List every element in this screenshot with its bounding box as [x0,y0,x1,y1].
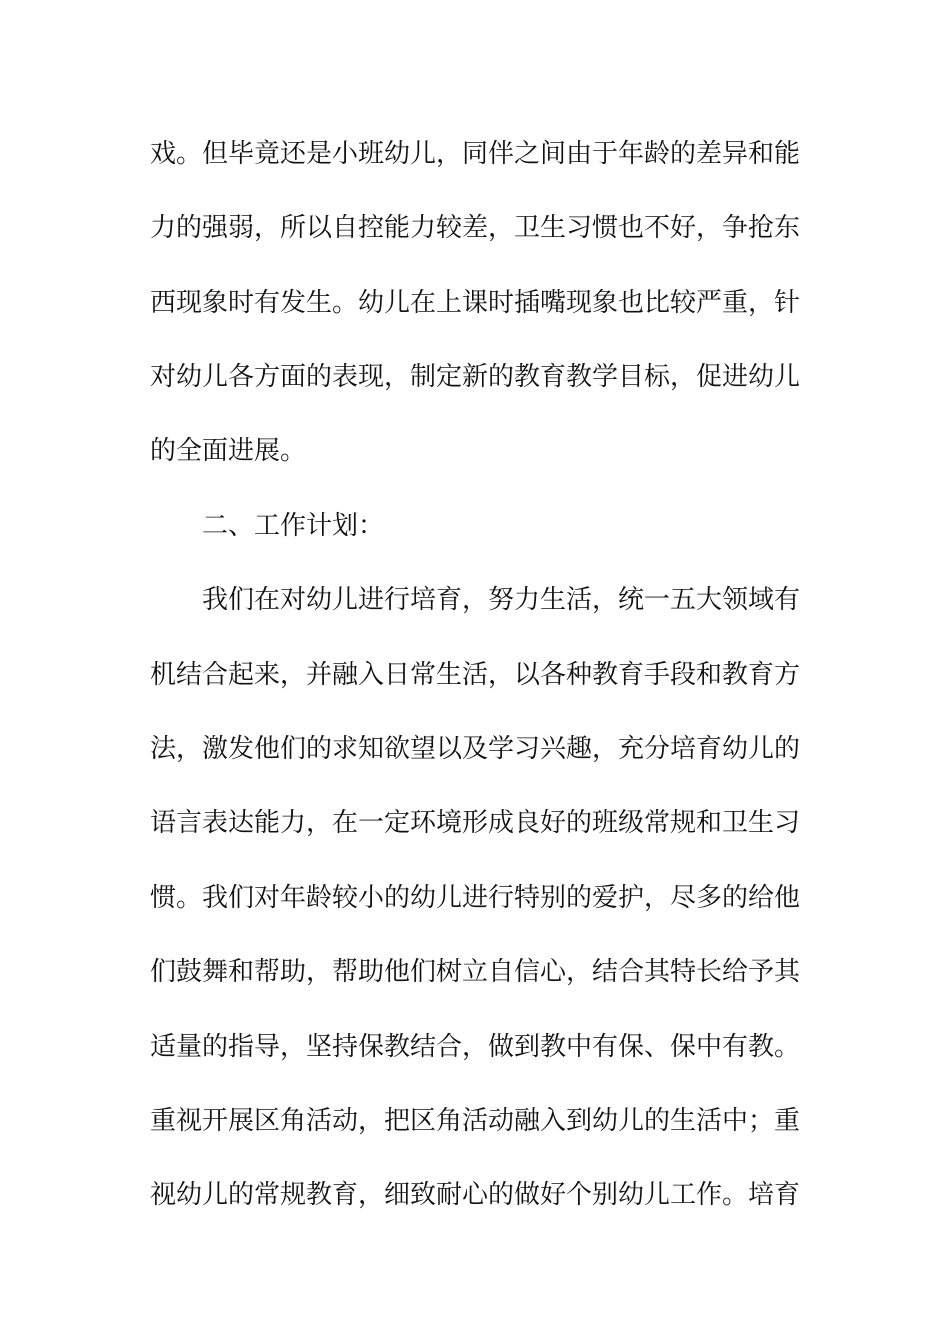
paragraph-line: 机结合起来，并融入日常生活，以各种教育手段和教育方 [150,660,801,690]
paragraph-line: 戏。但毕竟还是小班幼儿，同伴之间由于年龄的差异和能 [150,139,801,169]
paragraph-line: 们鼓舞和帮助，帮助他们树立自信心，结合其特长给予其 [150,957,801,987]
paragraph-line: 重视开展区角活动，把区角活动融入到幼儿的生活中；重 [150,1106,801,1136]
paragraph-line: 语言表达能力，在一定环境形成良好的班级常规和卫生习 [150,808,801,838]
paragraph-line: 适量的指导，坚持保教结合，做到教中有保、保中有教。 [150,1032,801,1062]
section-heading: 二、工作计划： [202,511,385,541]
paragraph-line: 力的强弱，所以自控能力较差，卫生习惯也不好，争抢东 [150,213,801,243]
paragraph-line: 法，激发他们的求知欲望以及学习兴趣，充分培育幼儿的 [150,734,801,764]
paragraph-line: 惯。我们对年龄较小的幼儿进行特别的爱护，尽多的给他 [150,883,801,913]
paragraph-line: 对幼儿各方面的表现，制定新的教育教学目标，促进幼儿 [150,362,801,392]
paragraph-line: 视幼儿的常规教育，细致耐心的做好个别幼儿工作。培育 [150,1180,801,1210]
paragraph-line: 的全面进展。 [150,436,307,466]
paragraph-line: 西现象时有发生。幼儿在上课时插嘴现象也比较严重，针 [150,288,801,318]
paragraph-line: 我们在对幼儿进行培育，努力生活，统一五大领域有 [202,585,801,615]
